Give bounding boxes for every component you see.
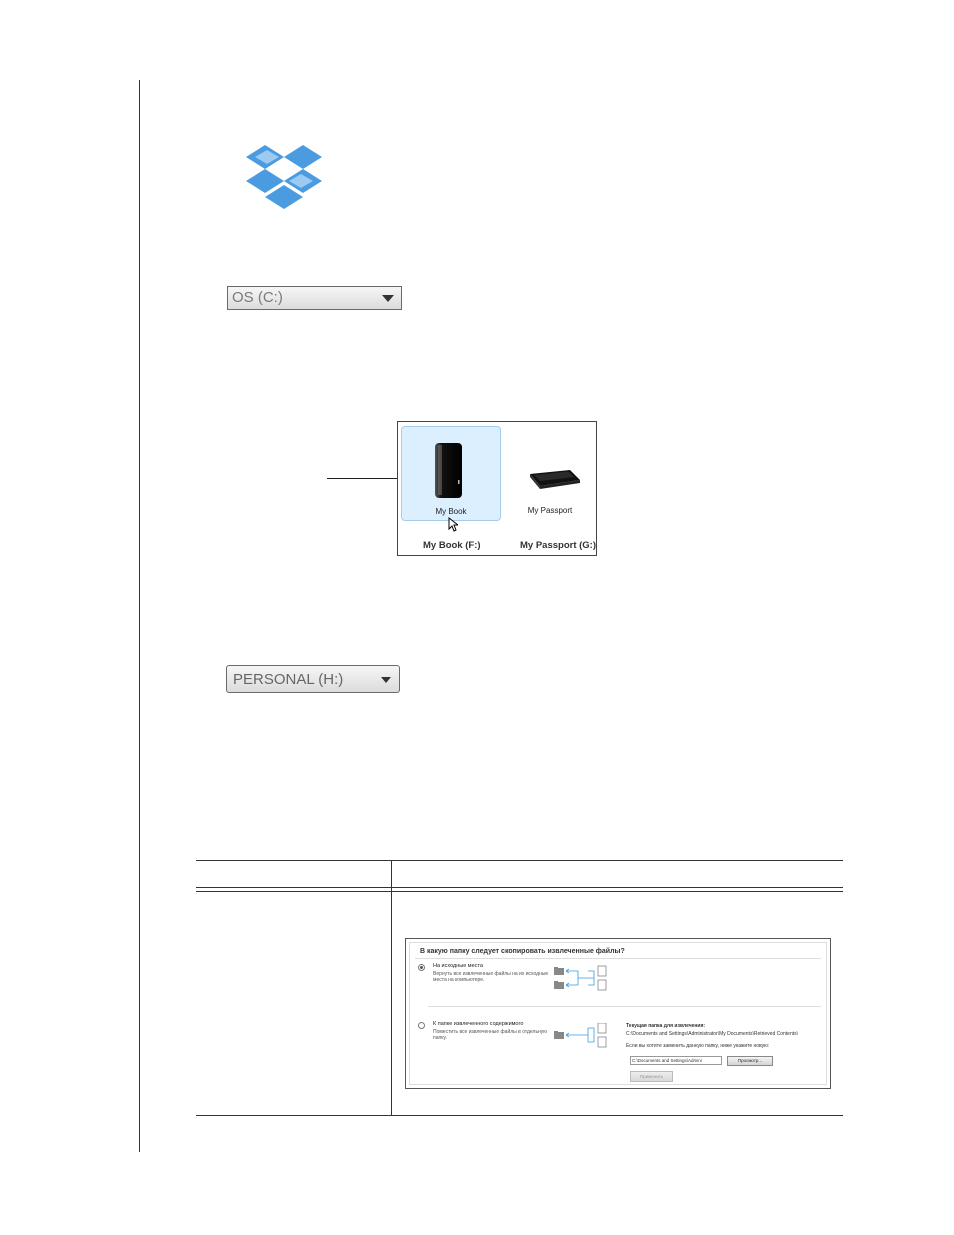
drive-tile-my-passport[interactable] — [500, 426, 600, 521]
restore-to-folder-diagram-icon — [552, 1023, 612, 1051]
destination-drive-dropdown[interactable] — [226, 665, 400, 693]
apply-button[interactable]: Применить — [630, 1071, 673, 1082]
dropbox-icon — [246, 145, 322, 209]
radio-original-locations[interactable] — [418, 964, 425, 971]
drive-select-value: OS (C:) — [232, 289, 283, 306]
change-folder-hint: Если вы хотите заменить данную папку, ниже укажите новую: — [626, 1043, 770, 1049]
divider — [428, 1006, 821, 1007]
chevron-down-icon — [381, 677, 391, 683]
restore-to-original-diagram-icon — [552, 965, 612, 993]
table-border — [196, 887, 843, 888]
option-original-desc: Вернуть все извлеченные файлы на их исходные места на компьютере. — [433, 971, 549, 983]
option-original-title: На исходные места — [433, 963, 483, 969]
external-drive-portable-icon — [526, 468, 582, 490]
drive-caption: My Passport (G:) — [520, 540, 597, 551]
option-folder-desc: Поместить все извлеченные файлы в отдельную папку. — [433, 1029, 548, 1041]
table-border — [196, 1115, 843, 1116]
drive-selector-panel — [397, 421, 597, 556]
dialog-body — [409, 942, 827, 1085]
drive-name-label: My Book — [435, 507, 467, 516]
option-folder-title: К папке извлеченного содержимого — [433, 1021, 524, 1027]
restore-destination-dialog — [405, 938, 831, 1089]
radio-retrieved-folder[interactable] — [418, 1022, 425, 1029]
drive-name-label: My Passport — [527, 506, 573, 515]
drive-select-dropdown[interactable] — [227, 286, 402, 310]
mouse-cursor-icon — [448, 517, 458, 532]
drive-tile-my-book[interactable] — [401, 426, 501, 521]
drive-caption: My Book (F:) — [423, 540, 481, 551]
table-border — [196, 891, 843, 892]
table-border — [196, 860, 843, 861]
divider — [415, 958, 821, 959]
table-column-divider — [391, 860, 392, 1116]
current-folder-path: C:\Documents and Settings\Administrator\My Documents\Retrieved Contents\ — [626, 1031, 799, 1037]
current-folder-label: Текущая папка для извлечения: — [626, 1023, 706, 1029]
external-drive-desktop-icon — [434, 442, 464, 500]
folder-path-input[interactable]: C:\Documents and Settings\Admini — [630, 1056, 722, 1065]
dialog-title: В какую папку следует скопировать извлеченные файлы? — [420, 948, 625, 955]
page-margin-rule — [139, 80, 140, 1152]
chevron-down-icon — [382, 295, 394, 302]
browse-button[interactable]: Просмотр... — [727, 1056, 773, 1066]
destination-drive-value: PERSONAL (H:) — [233, 671, 344, 688]
